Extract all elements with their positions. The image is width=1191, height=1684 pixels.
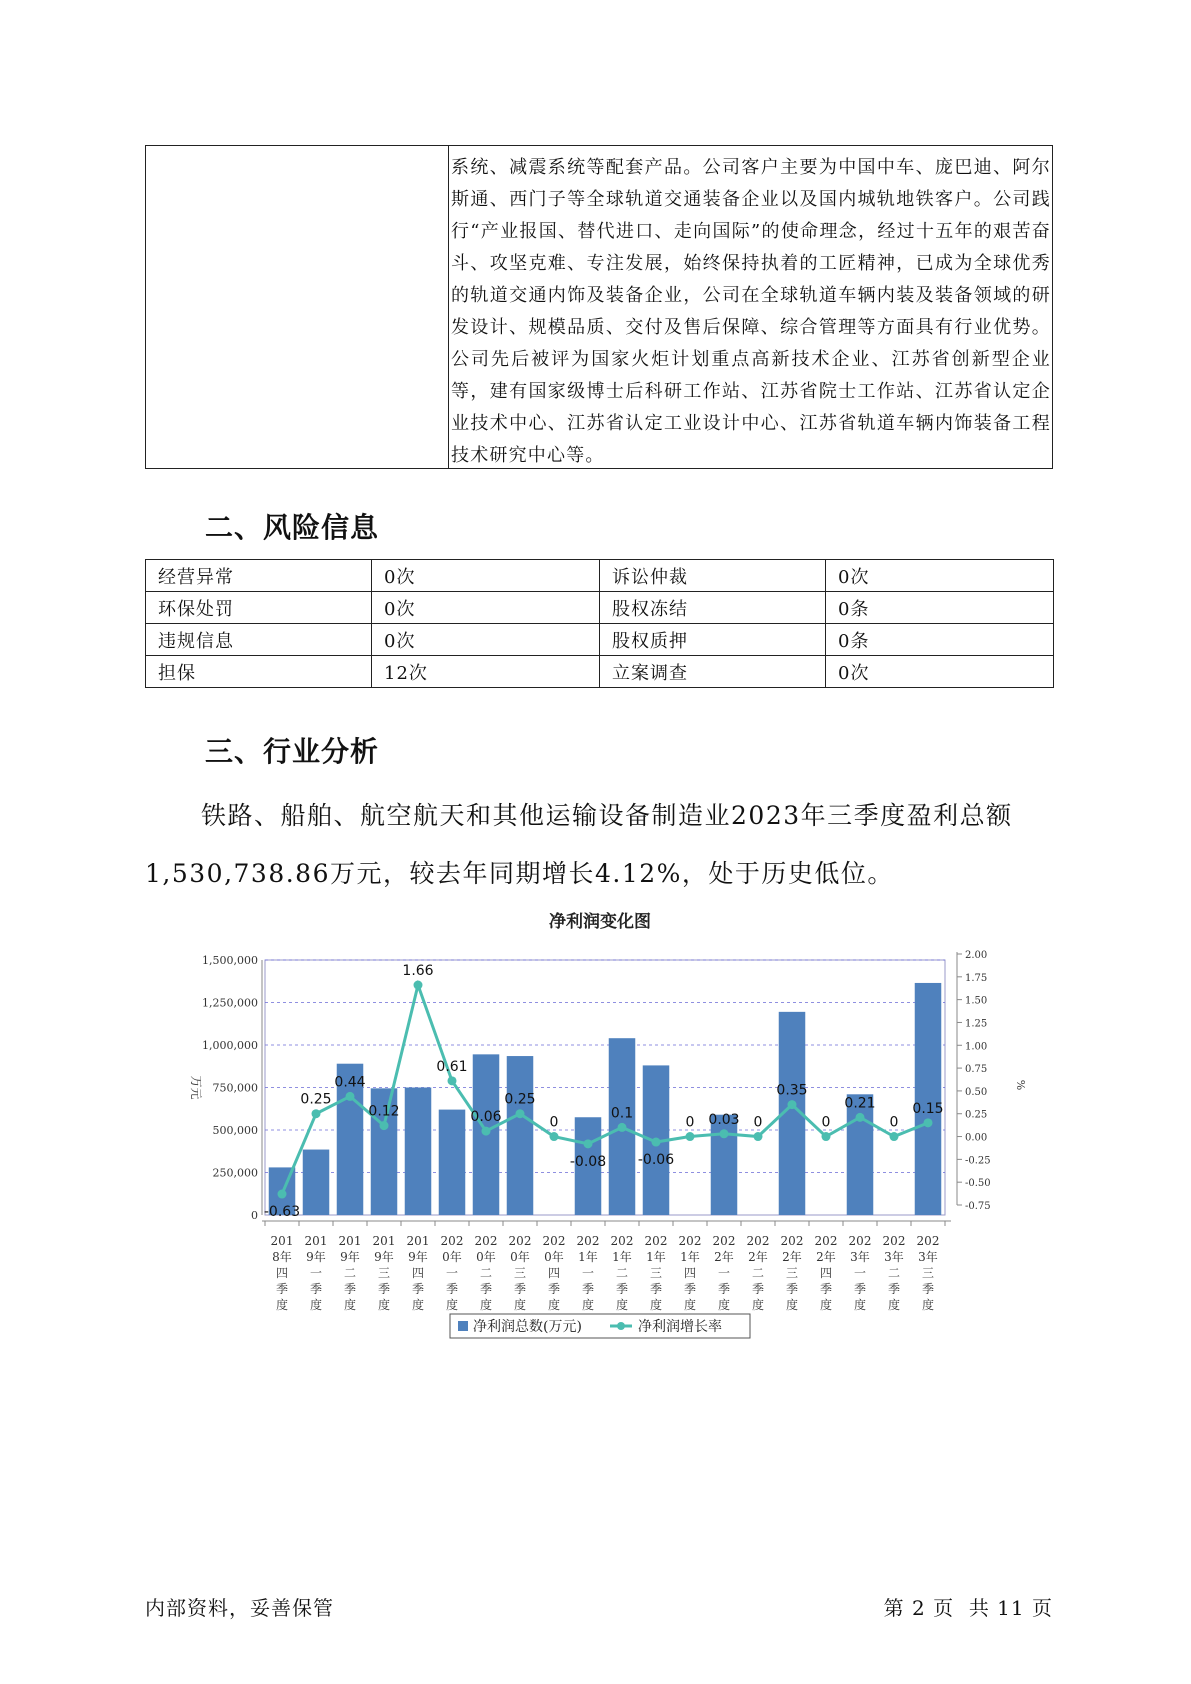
x-tick-label: 202 2年四季度 bbox=[814, 1234, 838, 1312]
x-tick-label: 202 1年三季度 bbox=[644, 1234, 668, 1312]
x-tick-label: 201 8年四季度 bbox=[270, 1234, 294, 1312]
y-axis-label: 万元 bbox=[189, 1075, 203, 1100]
risk-key: 立案调查 bbox=[600, 656, 826, 688]
bar bbox=[915, 983, 942, 1215]
risk-value: 0次 bbox=[372, 560, 600, 592]
risk-key: 股权冻结 bbox=[600, 592, 826, 624]
y2-tick-label: 0.00 bbox=[965, 1132, 988, 1144]
risk-value: 0条 bbox=[826, 592, 1054, 624]
legend-line-label: 净利润增长率 bbox=[638, 1319, 722, 1335]
x-tick-label: 201 9年一季度 bbox=[304, 1234, 328, 1312]
growth-rate-point bbox=[652, 1138, 661, 1147]
growth-rate-label: 0 bbox=[821, 1114, 831, 1131]
bar bbox=[439, 1110, 466, 1215]
x-tick-label: 201 9年二季度 bbox=[338, 1234, 362, 1312]
y2-tick-label: 1.25 bbox=[965, 1018, 988, 1030]
industry-paragraph: 铁路、船舶、航空航天和其他运输设备制造业2023年三季度盈利总额1,530,738.86万元，较去年同期增长4.12%，处于历史低位。 bbox=[145, 801, 1013, 888]
growth-rate-label: 0.06 bbox=[470, 1109, 502, 1126]
bar bbox=[507, 1056, 534, 1215]
x-tick-label: 202 1年二季度 bbox=[610, 1234, 634, 1312]
risk-value: 0条 bbox=[826, 624, 1054, 656]
legend-bar-label: 净利润总数(万元) bbox=[473, 1319, 582, 1335]
growth-rate-point bbox=[754, 1132, 763, 1141]
growth-rate-label: 0.35 bbox=[776, 1082, 808, 1099]
bar bbox=[303, 1150, 330, 1215]
y-tick-label: 500,000 bbox=[212, 1124, 258, 1137]
growth-rate-point bbox=[414, 981, 423, 990]
footer-confidential: 内部资料，妥善保管 bbox=[145, 1596, 334, 1620]
growth-rate-point bbox=[924, 1118, 933, 1127]
y2-tick-label: -0.50 bbox=[965, 1178, 991, 1190]
risk-key: 经营异常 bbox=[146, 560, 372, 592]
x-tick-label: 202 1年一季度 bbox=[576, 1234, 600, 1312]
growth-rate-label: -0.08 bbox=[569, 1153, 607, 1170]
growth-rate-point bbox=[856, 1113, 865, 1122]
risk-table bbox=[145, 559, 1054, 688]
y2-tick-label: 0.75 bbox=[965, 1064, 988, 1076]
risk-row bbox=[146, 656, 1054, 688]
x-tick-label: 201 9年三季度 bbox=[372, 1234, 396, 1312]
growth-rate-label: 0.44 bbox=[334, 1074, 366, 1091]
growth-rate-point bbox=[618, 1123, 627, 1132]
bar bbox=[405, 1088, 432, 1216]
industry-heading: 三、行业分析 bbox=[205, 735, 380, 768]
risk-key: 环保处罚 bbox=[146, 592, 372, 624]
growth-rate-label: 0.61 bbox=[436, 1058, 468, 1075]
risk-key: 违规信息 bbox=[146, 624, 372, 656]
growth-rate-label: 0.1 bbox=[610, 1105, 634, 1122]
growth-rate-label: 1.66 bbox=[402, 963, 434, 980]
company-intro-table bbox=[145, 145, 1053, 469]
growth-rate-point bbox=[890, 1132, 899, 1141]
y-tick-label: 1,250,000 bbox=[202, 996, 258, 1010]
risk-row bbox=[146, 624, 1054, 656]
growth-rate-point bbox=[516, 1109, 525, 1118]
y2-tick-label: -0.25 bbox=[965, 1155, 991, 1167]
risk-value: 0次 bbox=[372, 624, 600, 656]
risk-value: 0次 bbox=[372, 592, 600, 624]
x-tick-label: 202 2年二季度 bbox=[746, 1234, 770, 1312]
risk-key: 股权质押 bbox=[600, 624, 826, 656]
growth-rate-label: 0.25 bbox=[300, 1091, 332, 1108]
growth-rate-point bbox=[550, 1132, 559, 1141]
growth-rate-point bbox=[380, 1121, 389, 1130]
x-tick-label: 202 3年一季度 bbox=[848, 1234, 872, 1312]
growth-rate-label: 0.25 bbox=[504, 1091, 536, 1108]
y-tick-label: 1,000,000 bbox=[202, 1039, 258, 1052]
intro-label-cell bbox=[146, 146, 449, 468]
growth-rate-point bbox=[788, 1100, 797, 1109]
x-tick-label: 202 3年二季度 bbox=[882, 1234, 906, 1312]
growth-rate-point bbox=[720, 1129, 729, 1138]
y-tick-label: 0 bbox=[251, 1209, 258, 1222]
growth-rate-point bbox=[482, 1127, 491, 1136]
growth-rate-point bbox=[822, 1132, 831, 1141]
bar bbox=[847, 1094, 874, 1215]
growth-rate-label: 0 bbox=[685, 1114, 695, 1131]
y2-tick-label: 2.00 bbox=[965, 950, 988, 961]
y2-tick-label: 0.25 bbox=[965, 1109, 988, 1121]
footer-page-number: 第 2 页 共 11 页 bbox=[883, 1596, 1053, 1620]
y2-tick-label: 1.75 bbox=[965, 972, 988, 984]
risk-heading: 二、风险信息 bbox=[205, 511, 380, 544]
risk-value: 0次 bbox=[826, 560, 1054, 592]
risk-key: 诉讼仲裁 bbox=[600, 560, 826, 592]
growth-rate-label: 0 bbox=[549, 1114, 559, 1131]
y-tick-label: 250,000 bbox=[212, 1166, 258, 1180]
y2-tick-label: 0.50 bbox=[965, 1086, 988, 1098]
y2-tick-label: 1.00 bbox=[965, 1041, 988, 1053]
x-tick-label: 202 1年四季度 bbox=[678, 1234, 702, 1312]
growth-rate-label: 0 bbox=[889, 1114, 899, 1131]
risk-row bbox=[146, 592, 1054, 624]
legend-bar-swatch bbox=[458, 1321, 468, 1331]
growth-rate-label: -0.63 bbox=[263, 1204, 301, 1221]
x-tick-label: 202 3年三季度 bbox=[916, 1234, 940, 1312]
growth-rate-point bbox=[584, 1139, 593, 1148]
x-tick-label: 202 0年一季度 bbox=[440, 1234, 464, 1312]
growth-rate-point bbox=[312, 1109, 321, 1118]
growth-rate-point bbox=[346, 1092, 355, 1101]
y2-tick-label: 1.50 bbox=[965, 995, 988, 1007]
growth-rate-point bbox=[686, 1132, 695, 1141]
growth-rate-label: 0.21 bbox=[844, 1095, 876, 1112]
company-intro-text: 系统、减震系统等配套产品。公司客户主要为中国中车、庞巴迪、阿尔斯通、西门子等全球轨道交通装备企业以及国内城轨地铁客户。公司践行“产业报国、替代进口、走向国际”的使命理念，经过十五年的艰苦奋斗、攻坚克难、专注发展，始终保持执着的工匠精神，已成为全球优秀的轨道交通内饰及装备企业，公司在全球轨道车辆内装及装备领域的研发设计、规模品质、交付及售后保障、综合管理等方面具有行业优势。公司先后被评为国家火炬计划重点高新技术企业、江苏省创新型企业等，建有国家级博士后科研工作站、江苏省院士工作站、江苏省认定企业技术中心、江苏省认定工业设计中心、江苏省轨道车辆内饰装备工程技术研究中心等。 bbox=[451, 157, 1051, 466]
chart-title: 净利润变化图 bbox=[549, 912, 651, 932]
x-tick-label: 202 0年三季度 bbox=[508, 1234, 532, 1312]
growth-rate-label: 0 bbox=[753, 1114, 763, 1131]
risk-value: 0次 bbox=[826, 656, 1054, 688]
growth-rate-label: 0.12 bbox=[368, 1103, 400, 1120]
legend-line-marker bbox=[617, 1322, 625, 1330]
risk-key: 担保 bbox=[146, 656, 372, 688]
y2-tick-label: -0.75 bbox=[965, 1201, 991, 1212]
x-tick-label: 202 0年四季度 bbox=[542, 1234, 566, 1312]
y2-axis-label: % bbox=[1014, 1079, 1027, 1091]
risk-row bbox=[146, 560, 1054, 592]
growth-rate-point bbox=[448, 1076, 457, 1085]
growth-rate-label: -0.06 bbox=[637, 1152, 675, 1169]
net-profit-chart bbox=[180, 905, 1040, 1365]
x-tick-label: 202 2年一季度 bbox=[712, 1234, 736, 1312]
x-tick-label: 202 2年三季度 bbox=[780, 1234, 804, 1312]
x-tick-label: 201 9年四季度 bbox=[406, 1234, 430, 1312]
growth-rate-label: 0.03 bbox=[708, 1111, 740, 1128]
y-tick-label: 750,000 bbox=[212, 1081, 258, 1095]
growth-rate-point bbox=[278, 1190, 287, 1199]
x-tick-label: 202 0年二季度 bbox=[474, 1234, 498, 1312]
growth-rate-label: 0.15 bbox=[912, 1100, 944, 1117]
risk-value: 12次 bbox=[372, 656, 600, 688]
y-tick-label: 1,500,000 bbox=[202, 954, 258, 967]
